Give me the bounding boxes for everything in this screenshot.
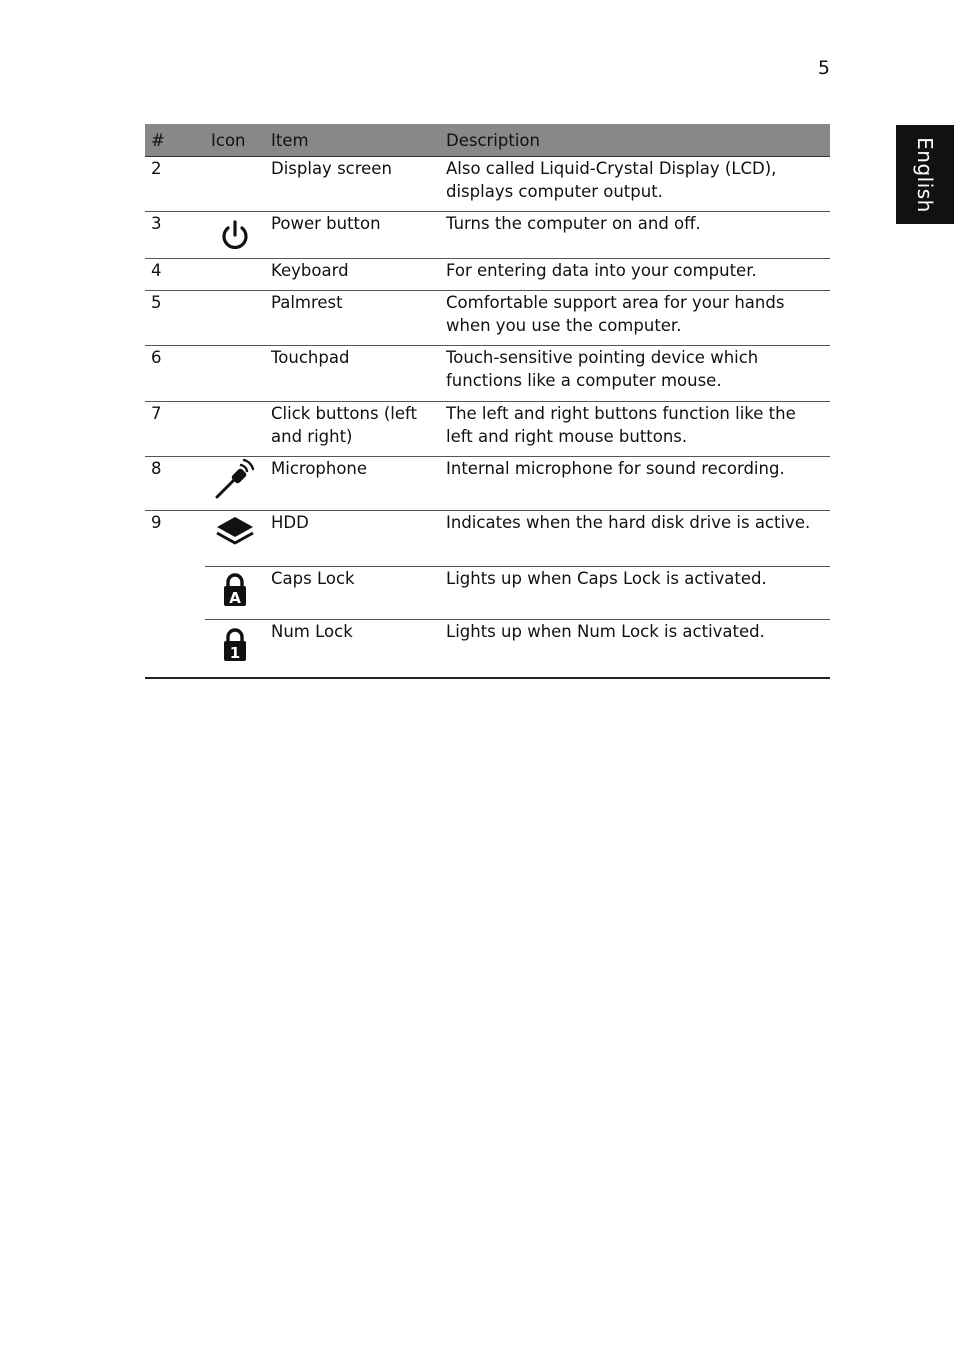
row-icon [205,291,265,346]
table-row [145,457,830,511]
row-description: Turns the computer on and off. [440,212,830,259]
row-item: Caps Lock [265,567,440,620]
row-description: Also called Liquid-Crystal Display (LCD), displays computer output. [440,157,830,212]
row-icon [205,346,265,402]
table-row [145,157,830,212]
table-row [145,212,830,259]
header-num: # [145,124,205,157]
row-icon [205,402,265,457]
table-row [145,402,830,457]
table-row [145,567,830,620]
header-item: Item [265,124,440,157]
row-description: Indicates when the hard disk drive is active. [440,511,830,567]
row-num [145,567,205,620]
svg-text:A: A [229,589,241,607]
row-icon [205,157,265,212]
components-table [145,124,830,679]
row-description: Lights up when Caps Lock is activated. [440,567,830,620]
row-description: The left and right buttons function like the left and right mouse buttons. [440,402,830,457]
row-description: Lights up when Num Lock is activated. [440,620,830,678]
header-description: Description [440,124,830,157]
row-description: Comfortable support area for your hands when you use the computer. [440,291,830,346]
language-tab [896,125,954,224]
header-icon: Icon [205,124,265,157]
row-item: Num Lock [265,620,440,678]
table-row [145,511,830,567]
row-icon [205,567,265,620]
row-description: Touch-sensitive pointing device which functions like a computer mouse. [440,346,830,402]
page-number: 5 [817,57,830,79]
hdd-icon [214,511,256,551]
row-icon [205,259,265,291]
row-item: Click buttons (left and right) [265,402,440,457]
num-lock-icon [220,620,250,664]
row-num [145,620,205,678]
row-item: Power button [265,212,440,259]
table-row [145,291,830,346]
row-num: 8 [145,457,205,511]
row-item: Touchpad [265,346,440,402]
row-num: 5 [145,291,205,346]
row-item: Microphone [265,457,440,511]
row-icon [205,511,265,567]
row-icon [205,457,265,511]
row-icon [205,212,265,259]
row-item: Palmrest [265,291,440,346]
row-num: 6 [145,346,205,402]
row-item: Display screen [265,157,440,212]
row-num: 9 [151,513,162,532]
row-num: 7 [145,402,205,457]
row-num: 2 [145,157,205,212]
microphone-icon [213,457,257,501]
row-description: For entering data into your computer. [440,259,830,291]
row-num: 3 [145,212,205,259]
table-row [145,346,830,402]
power-icon [219,212,251,252]
svg-text:1: 1 [229,644,241,662]
table-header-row [145,124,830,157]
language-tab-label: English [913,136,937,213]
table-row [145,259,830,291]
row-item: Keyboard [265,259,440,291]
table-row [145,620,830,678]
row-description: Internal microphone for sound recording. [440,457,830,511]
row-item: HDD [265,511,440,567]
row-num: 4 [145,259,205,291]
row-icon [205,620,265,678]
caps-lock-icon [220,567,250,609]
